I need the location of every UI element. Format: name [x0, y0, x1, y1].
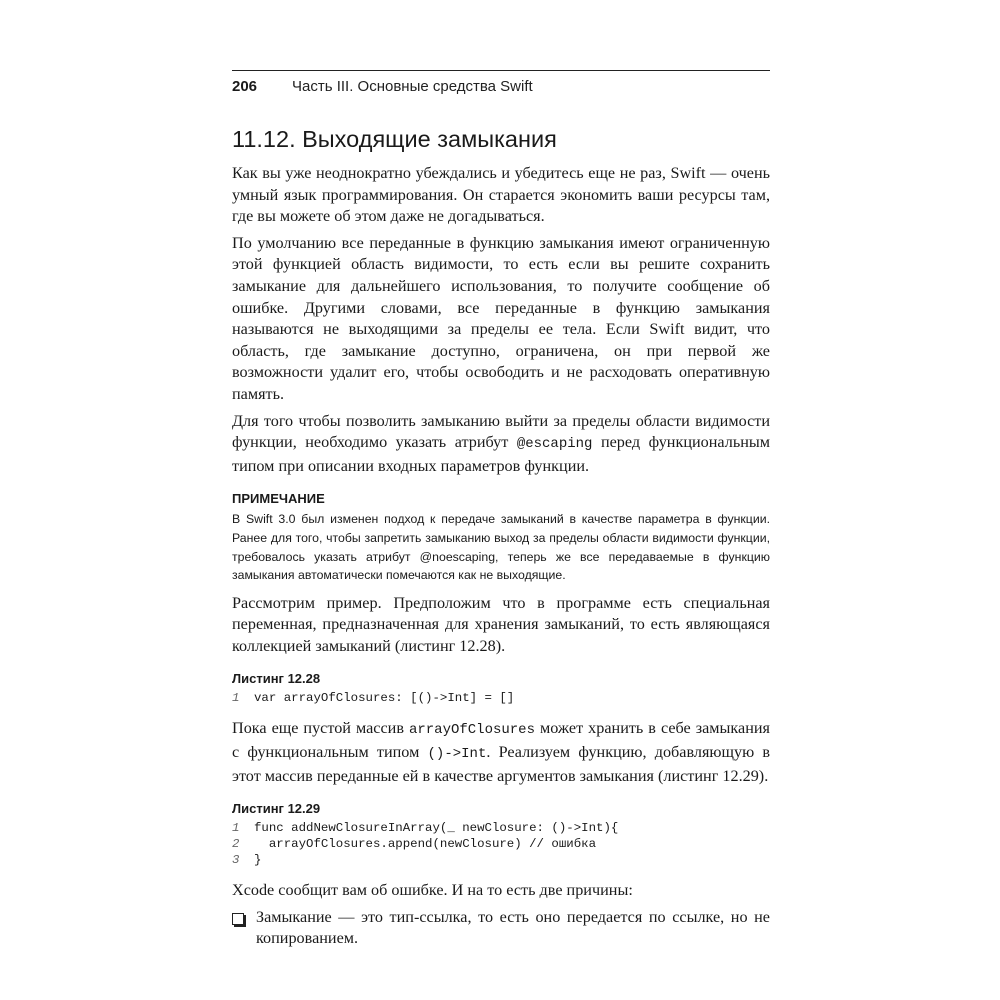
- listing-heading: Листинг 12.28: [232, 671, 321, 687]
- code-line: [232, 820, 770, 836]
- code-text: func addNewClosureInArray(_ newClosure: ()->Int){: [254, 821, 619, 836]
- code-text: }: [254, 853, 262, 868]
- line-number: 1: [232, 691, 240, 706]
- line-number: 2: [232, 837, 240, 852]
- code-text: var arrayOfClosures: [()->Int] = []: [254, 691, 515, 706]
- inline-code-type: ()->Int: [427, 746, 487, 763]
- list-item-text: Замыкание — это тип-ссылка, то есть оно передается по ссылке, но не копированием.: [256, 907, 770, 948]
- checkbox-bullet-icon: [232, 913, 244, 925]
- line-number: 3: [232, 853, 240, 868]
- text-segment: перед функциональным типом при описании входных параметров функции.: [232, 433, 770, 475]
- code-line: [232, 852, 770, 868]
- text-segment: . Реализуем функцию, добавляющую в этот массив переданные ей в качестве аргументов замыкания (листинг 12.29).: [232, 743, 770, 785]
- list-item: [232, 907, 770, 950]
- text-segment: Для того чтобы позволить замыканию выйти за пределы области видимости функции, необходимо указать атрибут: [232, 411, 770, 452]
- code-line: [232, 690, 770, 706]
- section-title: 11.12. Выходящие замыкания: [232, 126, 557, 152]
- paragraph-array-description: [232, 718, 770, 787]
- running-header: [232, 70, 770, 100]
- note-text: В Swift 3.0 был изменен подход к передаче замыканий в качестве параметра в функции. Ранее для того, чтобы запретить замыканию выход за пределы области видимости функции, требовалось указать атрибут @noescaping, теперь же все передаваемые в функцию замыкания автоматически помечаются как не выходящие.: [232, 512, 770, 583]
- listing-heading: Листинг 12.29: [232, 801, 321, 817]
- paragraph-escaping: [232, 411, 770, 478]
- inline-code-array: arrayOfClosures: [408, 722, 535, 739]
- code-listing-12-29: [232, 820, 770, 868]
- running-title: Часть III. Основные средства Swift: [292, 78, 533, 95]
- text-segment: может хранить в себе замыкания с функциональным типом: [232, 719, 770, 762]
- code-line: [232, 836, 770, 852]
- paragraph-intro: Как вы уже неоднократно убеждались и убедитесь еще не раз, Swift — очень умный язык программирования. Он старается экономить ваши ресурсы там, где вы можете об этом даже не догадываться.: [232, 164, 770, 226]
- paragraph-xcode-error: Xcode сообщит вам об ошибке. И на то есть две причины:: [232, 881, 633, 900]
- inline-code-escaping: @escaping: [516, 436, 593, 453]
- code-listing-12-28: [232, 690, 770, 706]
- page-number: 206: [232, 78, 258, 95]
- text-segment: Пока еще пустой массив: [232, 719, 409, 738]
- line-number: 1: [232, 821, 240, 836]
- note-heading: ПРИМЕЧАНИЕ: [232, 491, 325, 507]
- book-page: [232, 70, 770, 955]
- paragraph-example: Рассмотрим пример. Предположим что в программе есть специальная переменная, предназначенная для хранения замыканий, то есть являющаяся коллекцией замыканий (листинг 12.28).: [232, 593, 770, 655]
- code-text: arrayOfClosures.append(newClosure) // ошибка: [254, 837, 597, 852]
- paragraph-default-scope: По умолчанию все переданные в функцию замыкания имеют ограниченную этой функцией область видимости, то есть если вы решите сохранить замыкание для дальнейшего использования, то получите сообщение об ошибке. Другими словами, все переданные в функцию замыкания называются не выходящими за пределы ее тела. Если Swift видит, что область, где замыкание доступно, ограничена, он при первой же возможности удалит его, чтобы освободить и не расходовать оперативную память.: [232, 233, 770, 403]
